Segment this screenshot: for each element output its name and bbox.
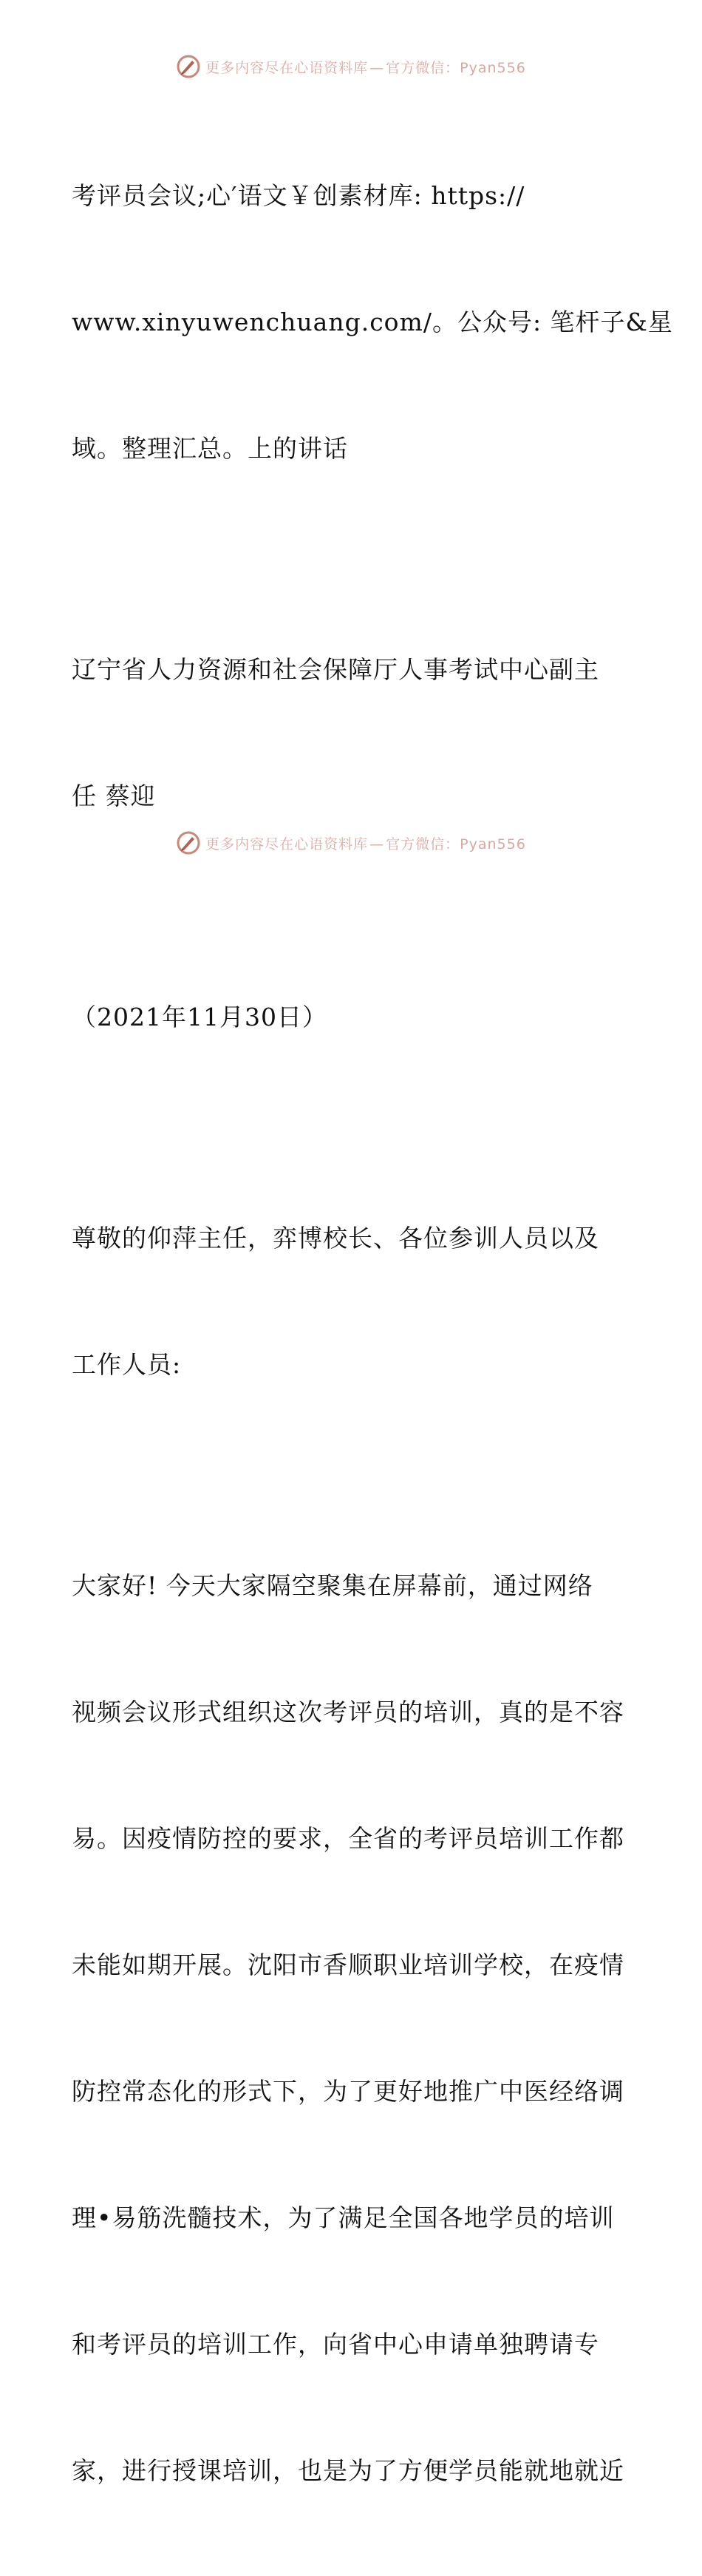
title-line: 考评员会议;心′语文￥创素材库: https:// bbox=[72, 181, 525, 210]
quill-logo-icon bbox=[176, 830, 201, 855]
title-line: 域。整理汇总。上的讲话 bbox=[72, 434, 348, 463]
watermark-site-name: 更多内容尽在心语资料库 bbox=[205, 835, 369, 853]
greeting-line: 尊敬的仰萍主任，弈博校长、各位参训人员以及 bbox=[72, 1224, 599, 1253]
header-watermark bbox=[0, 52, 702, 81]
date-line: （2021年11月30日） bbox=[72, 1003, 327, 1031]
footer-watermark bbox=[0, 828, 702, 858]
greeting-line: 工作人员: bbox=[72, 1350, 182, 1379]
speech-date bbox=[72, 912, 633, 1122]
body-line: 易。因疫情防控的要求，全省的考评员培训工作都 bbox=[72, 1824, 624, 1853]
watermark-wechat: 官方微信：Pyan556 bbox=[386, 59, 526, 76]
quill-logo-icon bbox=[176, 54, 201, 79]
watermark-dash: — bbox=[369, 59, 385, 76]
watermark-text bbox=[205, 57, 526, 77]
document-body bbox=[72, 90, 673, 2576]
body-line: 未能如期开展。沈阳市香顺职业培训学校，在疫情 bbox=[72, 1950, 624, 1979]
body-line: 视频会议形式组织这次考评员的培训，真的是不容 bbox=[72, 1698, 624, 1726]
body-line: 和考评员的培训工作，向省中心申请单独聘请专 bbox=[72, 2330, 599, 2359]
body-line: 理•易筋洗髓技术，为了满足全国各地学员的培训 bbox=[72, 2203, 615, 2232]
body-line: 家，进行授课培训，也是为了方便学员能就地就近 bbox=[72, 2456, 624, 2485]
watermark-wechat: 官方微信：Pyan556 bbox=[386, 835, 526, 853]
body-paragraph bbox=[72, 1480, 633, 2576]
watermark-site-name: 更多内容尽在心语资料库 bbox=[205, 59, 369, 76]
body-line: 大家好! 今天大家隔空聚集在屏幕前，通过网络 bbox=[72, 1571, 593, 1600]
title-line: www.xinyuwenchuang.com/。公众号: 笔杆子&星 bbox=[72, 308, 673, 336]
speaker-line: 辽宁省人力资源和社会保障厅人事考试中心副主 bbox=[72, 655, 599, 684]
speaker-line: 任 蔡迎 bbox=[72, 782, 156, 810]
watermark-text bbox=[205, 833, 526, 853]
speech-title bbox=[72, 90, 673, 554]
watermark-dash: — bbox=[369, 835, 385, 853]
body-line: 防控常态化的形式下，为了更好地推广中医经络调 bbox=[72, 2077, 624, 2106]
greeting bbox=[72, 1133, 633, 1470]
